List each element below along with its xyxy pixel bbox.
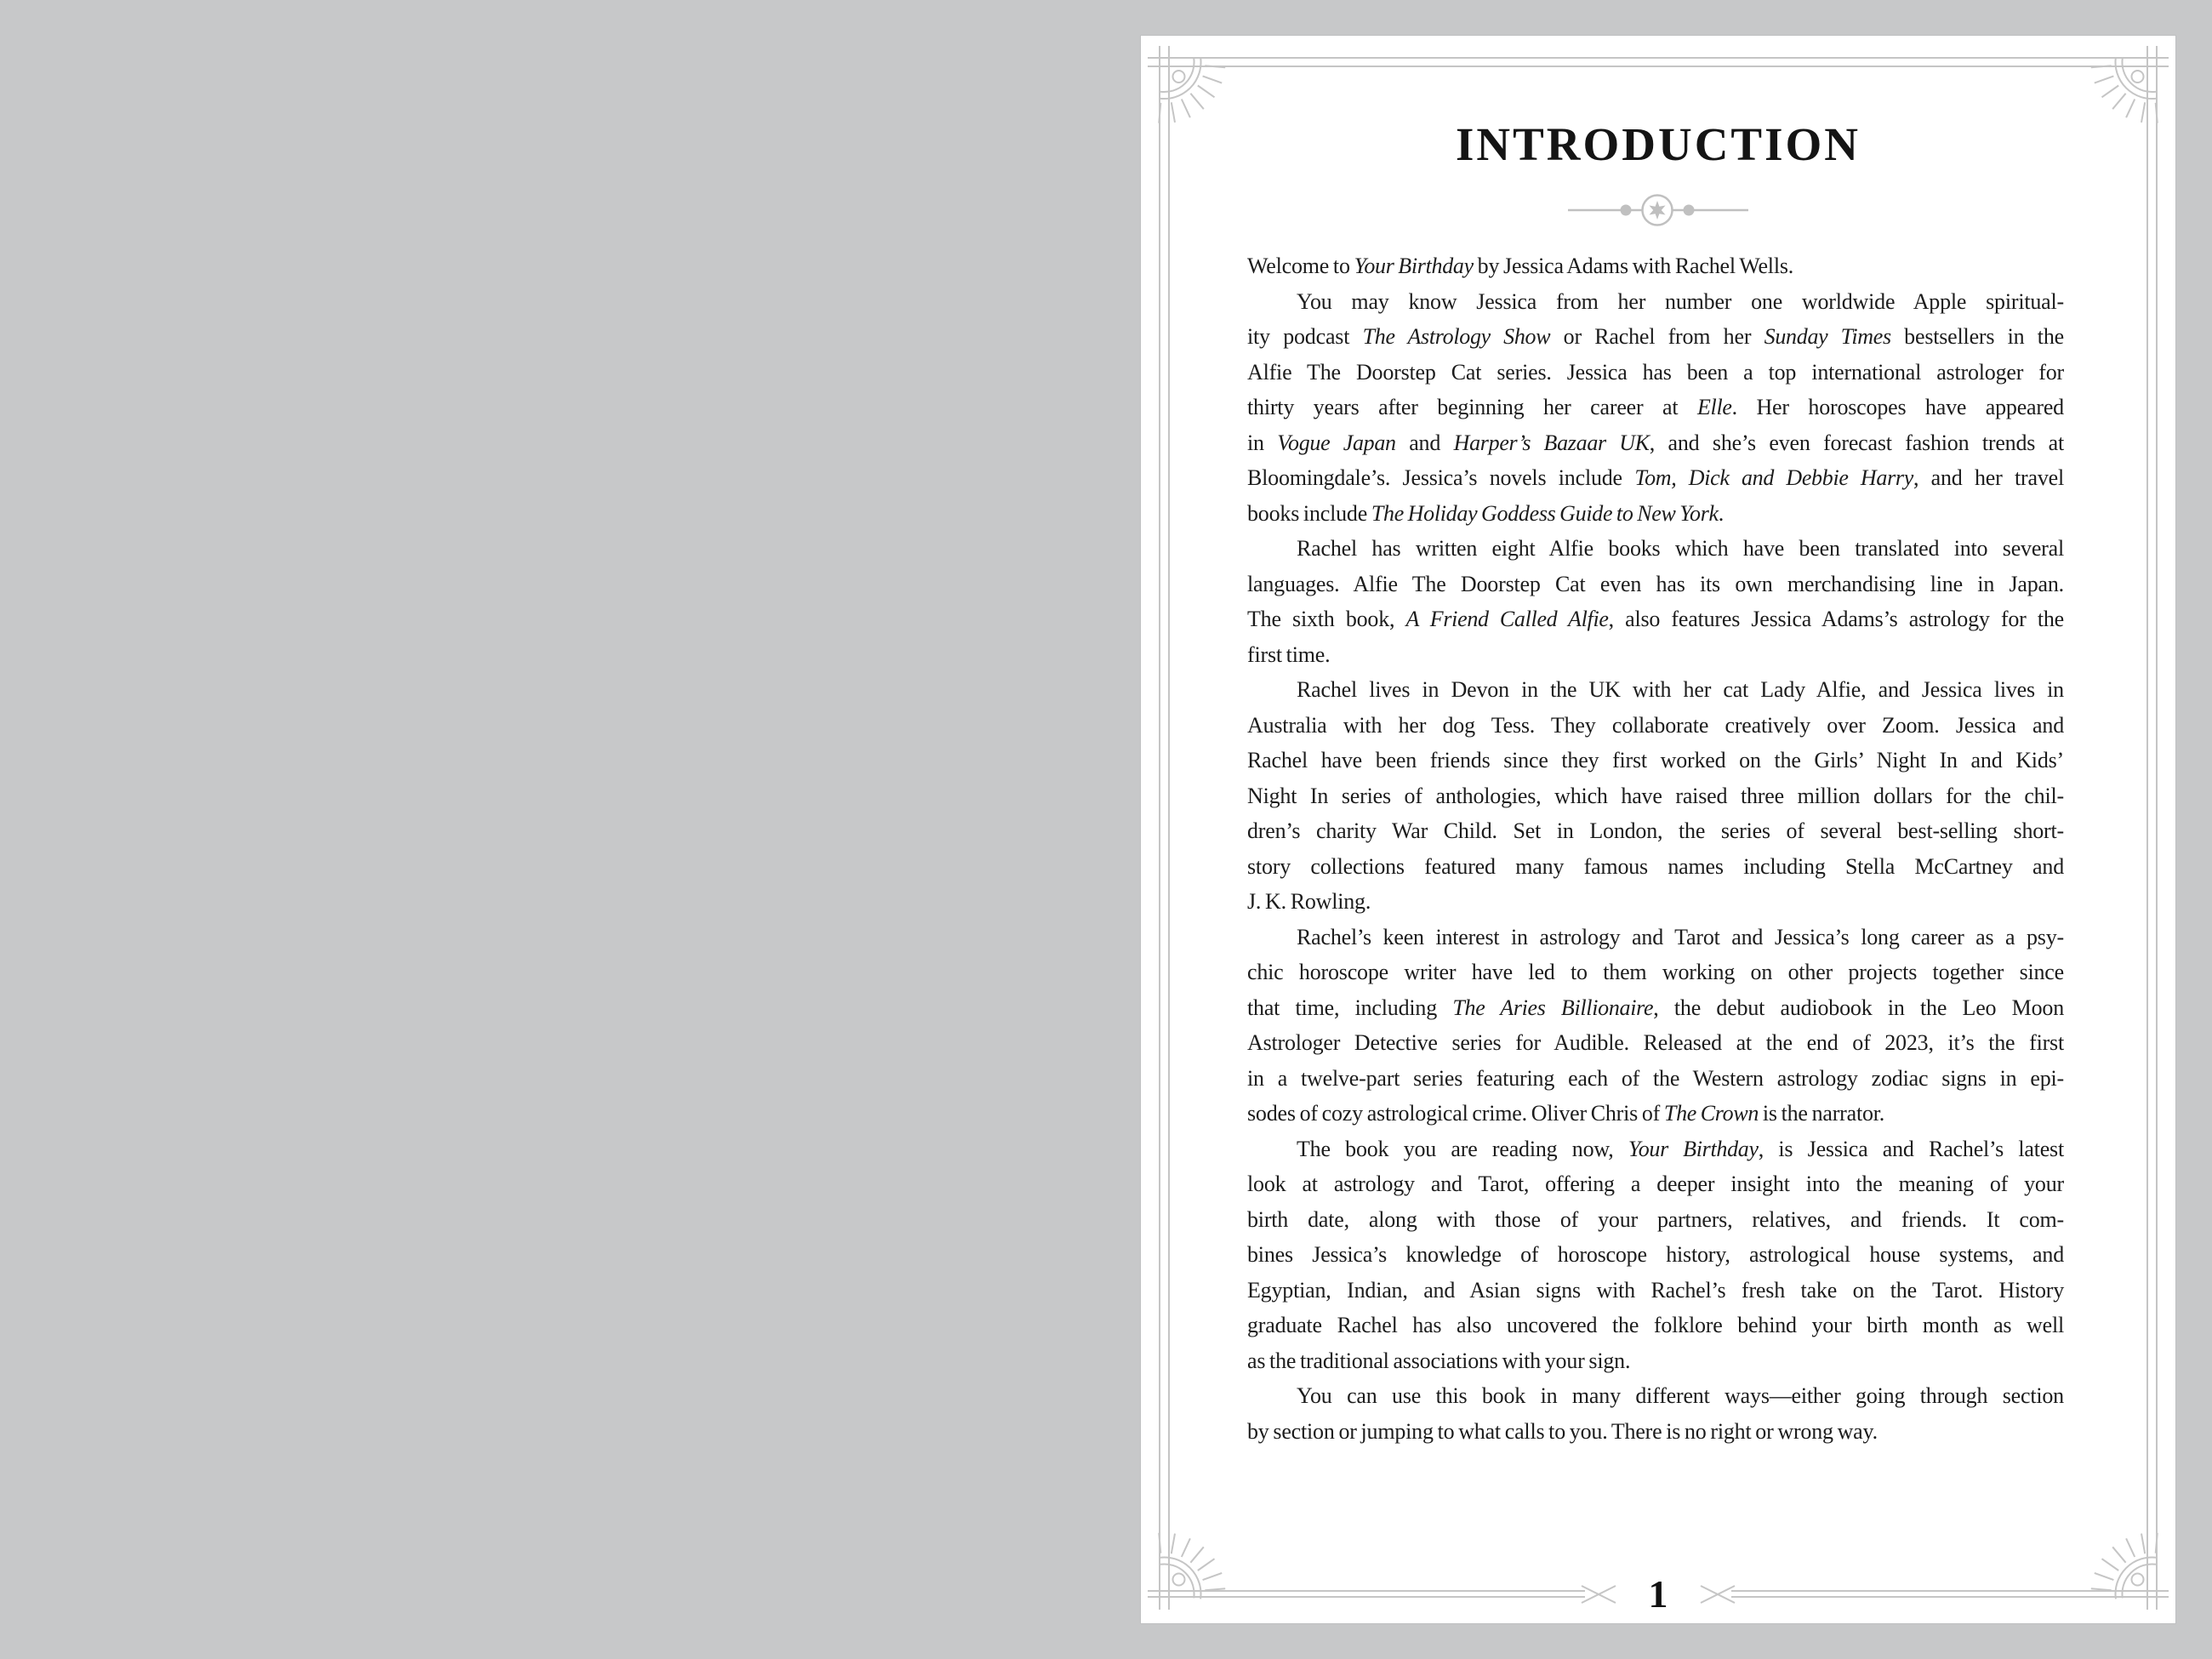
text-line: look at astrology and Tarot, offering a deeper insight into the meaning of your	[1247, 1172, 2064, 1196]
text-line: chic horoscope writer have led to them working on other projects together since	[1247, 960, 2064, 984]
text-line: Alfie The Doorstep Cat series. Jessica has been a top international astrologer for	[1247, 359, 2064, 385]
text-line: bines Jessica’s knowledge of horoscope history, astrological house systems, and	[1247, 1242, 2064, 1267]
text-line: books include The Holiday Goddess Guide to New York.	[1247, 500, 1725, 526]
book-page	[1141, 36, 2175, 1623]
text-line: in a twelve-part series featuring each of the Western astrology zodiac signs in epi-	[1247, 1065, 2064, 1091]
text-line: Rachel have been friends since they first worked on the Girls’ Night In and Kids’	[1247, 748, 2064, 772]
text-line: Bloomingdale’s. Jessica’s novels include Tom, Dick and Debbie Harry, and her travel	[1247, 465, 2064, 490]
text-line: that time, including The Aries Billionaire, the debut audiobook in the Leo Moon	[1247, 995, 2065, 1020]
paragraph	[1247, 284, 2064, 532]
paragraph	[1247, 531, 2064, 672]
text-line: graduate Rachel has also uncovered the folklore behind your birth month as well	[1247, 1313, 2064, 1337]
text-line: in Vogue Japan and Harper’s Bazaar UK, and she’s even forecast fashion trends at	[1247, 430, 2065, 455]
text-line: dren’s charity War Child. Set in London, the series of several best-selling short-	[1247, 818, 2064, 843]
paragraph	[1247, 1378, 2064, 1449]
text-line: ity podcast The Astrology Show or Rachel from her Sunday Times bestsellers in the	[1247, 324, 2064, 349]
text-line: by section or jumping to what calls to you. There is no right or wrong way.	[1247, 1418, 1878, 1444]
text-line: Astrologer Detective series for Audible. Released at the end of 2023, it’s the first	[1247, 1030, 2064, 1055]
text-line: Egyptian, Indian, and Asian signs with Rachel’s fresh take on the Tarot. History	[1247, 1277, 2064, 1303]
paragraph	[1247, 1132, 2064, 1379]
text-line: You can use this book in many different ways—either going through section	[1297, 1383, 2064, 1408]
text-line: You may know Jessica from her number one worldwide Apple spiritual-	[1297, 288, 2064, 314]
text-line: J. K. Rowling.	[1247, 889, 1371, 914]
text-line: Welcome to Your Birthday by Jessica Adams with Rachel Wells.	[1247, 254, 1794, 278]
paragraph	[1247, 672, 2064, 920]
six-point-star-divider-icon	[1568, 189, 1748, 231]
text-line: Rachel’s keen interest in astrology and Tarot and Jessica’s long career as a psy-	[1297, 924, 2064, 949]
page-number: 1	[1648, 1572, 1668, 1616]
text-line: The book you are reading now, Your Birthday, is Jessica and Rachel’s latest	[1297, 1136, 2065, 1161]
text-line: Rachel has written eight Alfie books which have been translated into several	[1297, 536, 2064, 561]
text-line: languages. Alfie The Doorstep Cat even has its own merchandising line in Japan.	[1247, 571, 2064, 596]
text-line: Australia with her dog Tess. They collaborate creatively over Zoom. Jessica and	[1247, 712, 2064, 738]
text-line: The sixth book, A Friend Called Alfie, also features Jessica Adams’s astrology for the	[1247, 607, 2064, 631]
text-line: thirty years after beginning her career at Elle. Her horoscopes have appeared	[1247, 395, 2064, 419]
text-line: first time.	[1247, 641, 1331, 667]
text-line: Rachel lives in Devon in the UK with her cat Lady Alfie, and Jessica lives in	[1297, 677, 2064, 702]
paragraph	[1247, 920, 2064, 1132]
page-title: INTRODUCTION	[1455, 118, 1861, 170]
introduction-text	[1247, 248, 2064, 1449]
text-line: Night In series of anthologies, which have raised three million dollars for the chil-	[1247, 783, 2064, 808]
text-line: as the traditional associations with your sign.	[1247, 1348, 1631, 1373]
paragraph	[1247, 248, 2064, 284]
text-line: birth date, along with those of your partners, relatives, and friends. It com-	[1247, 1206, 2064, 1232]
text-line: sodes of cozy astrological crime. Oliver Chris of The Crown is the narrator.	[1247, 1101, 1885, 1126]
text-line: story collections featured many famous names including Stella McCartney and	[1247, 853, 2064, 879]
